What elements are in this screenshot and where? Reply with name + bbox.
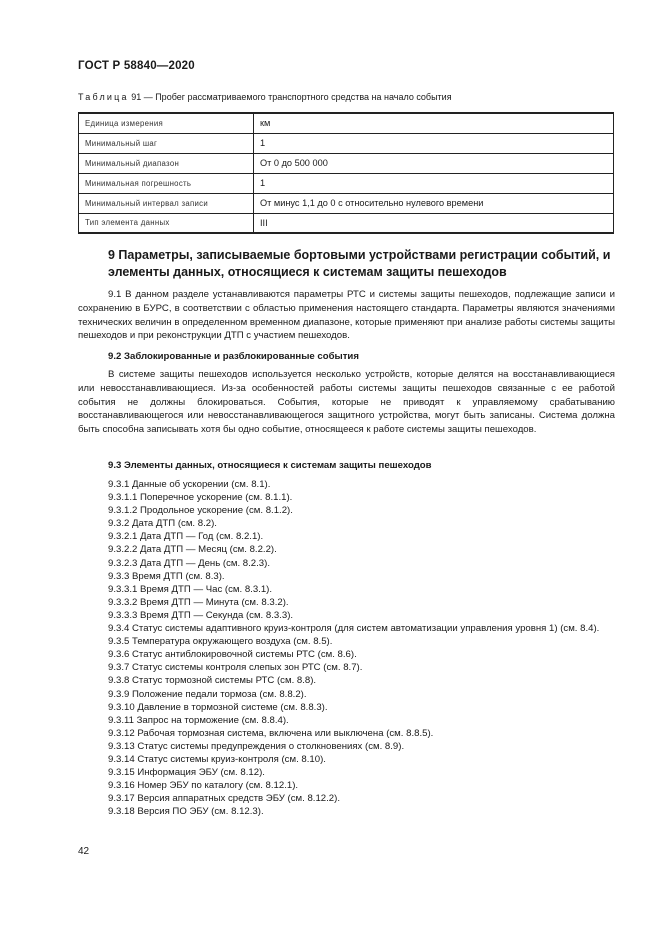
- list-item: 9.3.17 Версия аппаратных средств ЭБУ (см. 8.12.2).: [108, 793, 340, 805]
- table-row: [79, 113, 614, 133]
- table-row: [79, 133, 614, 153]
- spec-table: [78, 112, 614, 234]
- list-item: 9.3.3.1 Время ДТП — Час (см. 8.3.1).: [108, 583, 273, 595]
- table-row: [79, 193, 614, 213]
- table-row: [79, 153, 614, 173]
- list-item: 9.3.12 Рабочая тормозная система, включена или выключена (см. 8.8.5).: [108, 727, 434, 739]
- list-item: 9.3.1.1 Поперечное ускорение (см. 8.1.1).: [108, 492, 293, 504]
- table-value: 1: [254, 133, 614, 153]
- list-item: 9.3.8 Статус тормозной системы РТС (см. 8.8).: [108, 675, 317, 687]
- list-item: 9.3.4 Статус системы адаптивного круиз-контроля (для систем автоматизации управления уровня 1) (см. 8.4).: [108, 623, 600, 635]
- list-item: 9.3.15 Информация ЭБУ (см. 8.12).: [108, 767, 265, 779]
- list-item: 9.3.11 Запрос на торможение (см. 8.8.4).: [108, 714, 289, 726]
- list-item: 9.3.2.1 Дата ДТП — Год (см. 8.2.1).: [108, 531, 264, 543]
- list-item: 9.3.18 Версия ПО ЭБУ (см. 8.12.3).: [108, 806, 264, 818]
- list-item: 9.3.2.2 Дата ДТП — Месяц (см. 8.2.2).: [108, 544, 277, 556]
- table-key: Тип элемента данных: [79, 213, 254, 233]
- paragraph-9-1-text: 9.1 В данном разделе устанавливаются параметры РТС и системы защиты пешеходов, подлежащие записи и сохранению в БУРС, в соответствии с областью применения настоящего стандарта. Параметры являются значениями технических величин в определенном временном диапазоне, которые применяют при анализе работы системы защиты пешеходов и при реконструкции ДТП с участием пешеходов.: [78, 289, 615, 342]
- list-item: 9.3.3 Время ДТП (см. 8.3).: [108, 570, 225, 582]
- table-row: [79, 213, 614, 233]
- list-item: 9.3.16 Номер ЭБУ по каталогу (см. 8.12.1).: [108, 780, 299, 792]
- list-item: 9.3.2.3 Дата ДТП — День (см. 8.2.3).: [108, 557, 271, 569]
- heading-9-2: 9.2 Заблокированные и разблокированные события: [108, 351, 359, 362]
- table-key: Минимальный интервал записи: [79, 193, 254, 213]
- document-header: ГОСТ Р 58840—2020: [78, 60, 195, 72]
- heading-9-3: 9.3 Элементы данных, относящиеся к системам защиты пешеходов: [108, 460, 432, 471]
- page-number: 42: [78, 846, 90, 857]
- table-row: [79, 173, 614, 193]
- list-item: 9.3.3.2 Время ДТП — Минута (см. 8.3.2).: [108, 596, 289, 608]
- table-value: От минус 1,1 до 0 с относительно нулевого времени: [254, 193, 614, 213]
- paragraph-9-2: [78, 368, 615, 437]
- list-item: 9.3.5 Температура окружающего воздуха (см. 8.5).: [108, 636, 333, 648]
- list-item: 9.3.13 Статус системы предупреждения о столкновениях (см. 8.9).: [108, 740, 405, 752]
- list-item: 9.3.6 Статус антиблокировочной системы РТС (см. 8.6).: [108, 649, 357, 661]
- table-key: Минимальная погрешность: [79, 173, 254, 193]
- table-caption: [78, 92, 452, 102]
- table-key: Минимальный шаг: [79, 133, 254, 153]
- list-item: 9.3.10 Давление в тормозной системе (см. 8.8.3).: [108, 701, 328, 713]
- table-value: км: [254, 113, 614, 133]
- list-item: 9.3.2 Дата ДТП (см. 8.2).: [108, 518, 217, 530]
- list-item: 9.3.9 Положение педали тормоза (см. 8.8.2).: [108, 688, 307, 700]
- data-elements-list: [78, 478, 615, 818]
- list-item: 9.3.3.3 Время ДТП — Секунда (см. 8.3.3).: [108, 609, 294, 621]
- table-value: III: [254, 213, 614, 233]
- table-value: От 0 до 500 000: [254, 153, 614, 173]
- table-caption-text: 91 — Пробег рассматриваемого транспортного средства на начало события: [128, 92, 452, 102]
- paragraph-9-2-text: В системе защиты пешеходов используется несколько устройств, которые делятся на восстанавливающиеся или невосстанавливающиеся. Из-за особенностей работы системы защиты пешеходов связанные с ее работой события не должны блокироваться. События, которые не приводят к управляемому срабатыванию восстанавливающегося или невосстанавливающегося защитного устройства, могут быть записаны. Система должна быть способна записывать хотя бы одно событие, относящееся к работе системы защиты пешеходов.: [78, 369, 615, 436]
- table-caption-prefix: Таблица: [78, 92, 129, 102]
- section-title: 9 Параметры, записываемые бортовыми устройствами регистрации событий, и элементы данных, относящиеся к системам защиты пешеходов: [108, 248, 611, 279]
- list-item: 9.3.1.2 Продольное ускорение (см. 8.1.2).: [108, 505, 293, 517]
- table-key: Единица измерения: [79, 113, 254, 133]
- list-item: 9.3.1 Данные об ускорении (см. 8.1).: [108, 479, 271, 490]
- table-key: Минимальный диапазон: [79, 153, 254, 173]
- table-value: 1: [254, 173, 614, 193]
- paragraph-9-1: [78, 288, 615, 343]
- list-item: 9.3.7 Статус системы контроля слепых зон РТС (см. 8.7).: [108, 662, 363, 674]
- list-item: 9.3.14 Статус системы круиз-контроля (см. 8.10).: [108, 753, 326, 765]
